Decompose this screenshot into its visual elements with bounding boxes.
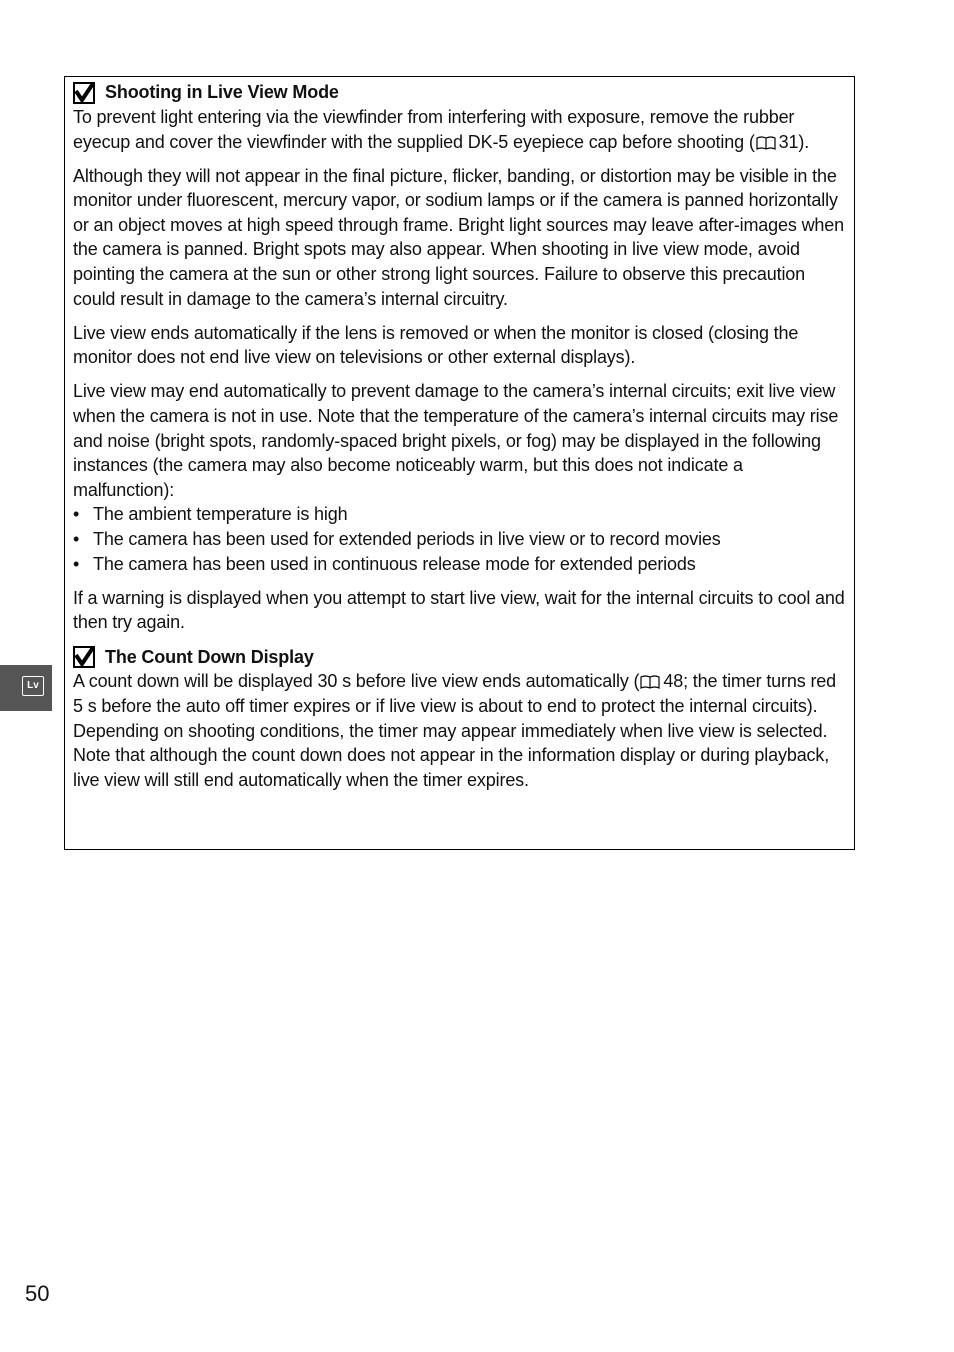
text-run: A count down will be displayed 30 s before live view ends automatically ( [73,671,640,692]
section-heading-live-view [73,80,848,105]
paragraph: Live view ends automatically if the lens is removed or when the monitor is closed (closing the monitor does not end live view on televisions or other external displays). [73,322,799,368]
paragraph: Although they will not appear in the final picture, flicker, banding, or distortion may be visible in the monitor under fluorescent, mercury vapor, or sodium lamps or if the camera is panned horizontally or an object moves at high speed through frame. Bright light sources may leave after-images when the camera is panned. Bright spots may also appear. When shooting in live view mode, avoid pointing the camera at the sun or other strong light sources. Failure to observe this precaution could result in damage to the camera’s internal circuitry. [73,165,845,309]
live-view-icon: Lv [22,676,44,696]
list-item: • The camera has been used in continuous release mode for extended periods [73,552,848,577]
paragraph: Live view may end automatically to prevent damage to the camera’s internal circuits; exit live view when the camera is not in use. Note that the temperature of the camera’s internal circuits may rise and noise (bright spots, randomly-spaced bright pixels, or fog) may be displayed in the following instances (the camera may also become noticeably warm, but this does not indicate a malfunction): [73,381,839,500]
heading-text: The Count Down Display [105,646,314,667]
bullet-list [73,502,848,576]
book-icon [640,675,660,689]
paragraph [73,669,848,792]
paragraph [73,105,848,154]
section-tab [0,665,52,711]
book-icon [756,136,776,150]
page-number: 50 [25,1281,50,1306]
check-icon [73,82,95,104]
page-reference: 48 [663,671,684,692]
list-item: • The ambient temperature is high [73,502,848,527]
paragraph: If a warning is displayed when you attempt to start live view, wait for the internal circuits to cool and then try again. [73,587,845,633]
check-icon [73,646,95,668]
list-item: • The camera has been used for extended periods in live view or to record movies [73,527,848,552]
text-run: ; the timer turns red 5 s before the auto off timer expires or if live view is about to end to protect the internal circuits). Depending on shooting conditions, the timer may appear immediately when live view is selected. Note that although the count down does not appear in the information display or during playback, live view will still end automatically when the timer expires. [73,671,837,790]
heading-text: Shooting in Live View Mode [105,82,339,103]
section-heading-count-down [73,644,848,669]
page-reference: 31 [778,131,799,152]
text-run: To prevent light entering via the viewfinder from interfering with exposure, remove the rubber eyecup and cover the viewfinder with the supplied DK-5 eyepiece cap before shooting ( [73,107,795,152]
note-content [73,80,848,802]
text-run: ). [798,131,810,152]
